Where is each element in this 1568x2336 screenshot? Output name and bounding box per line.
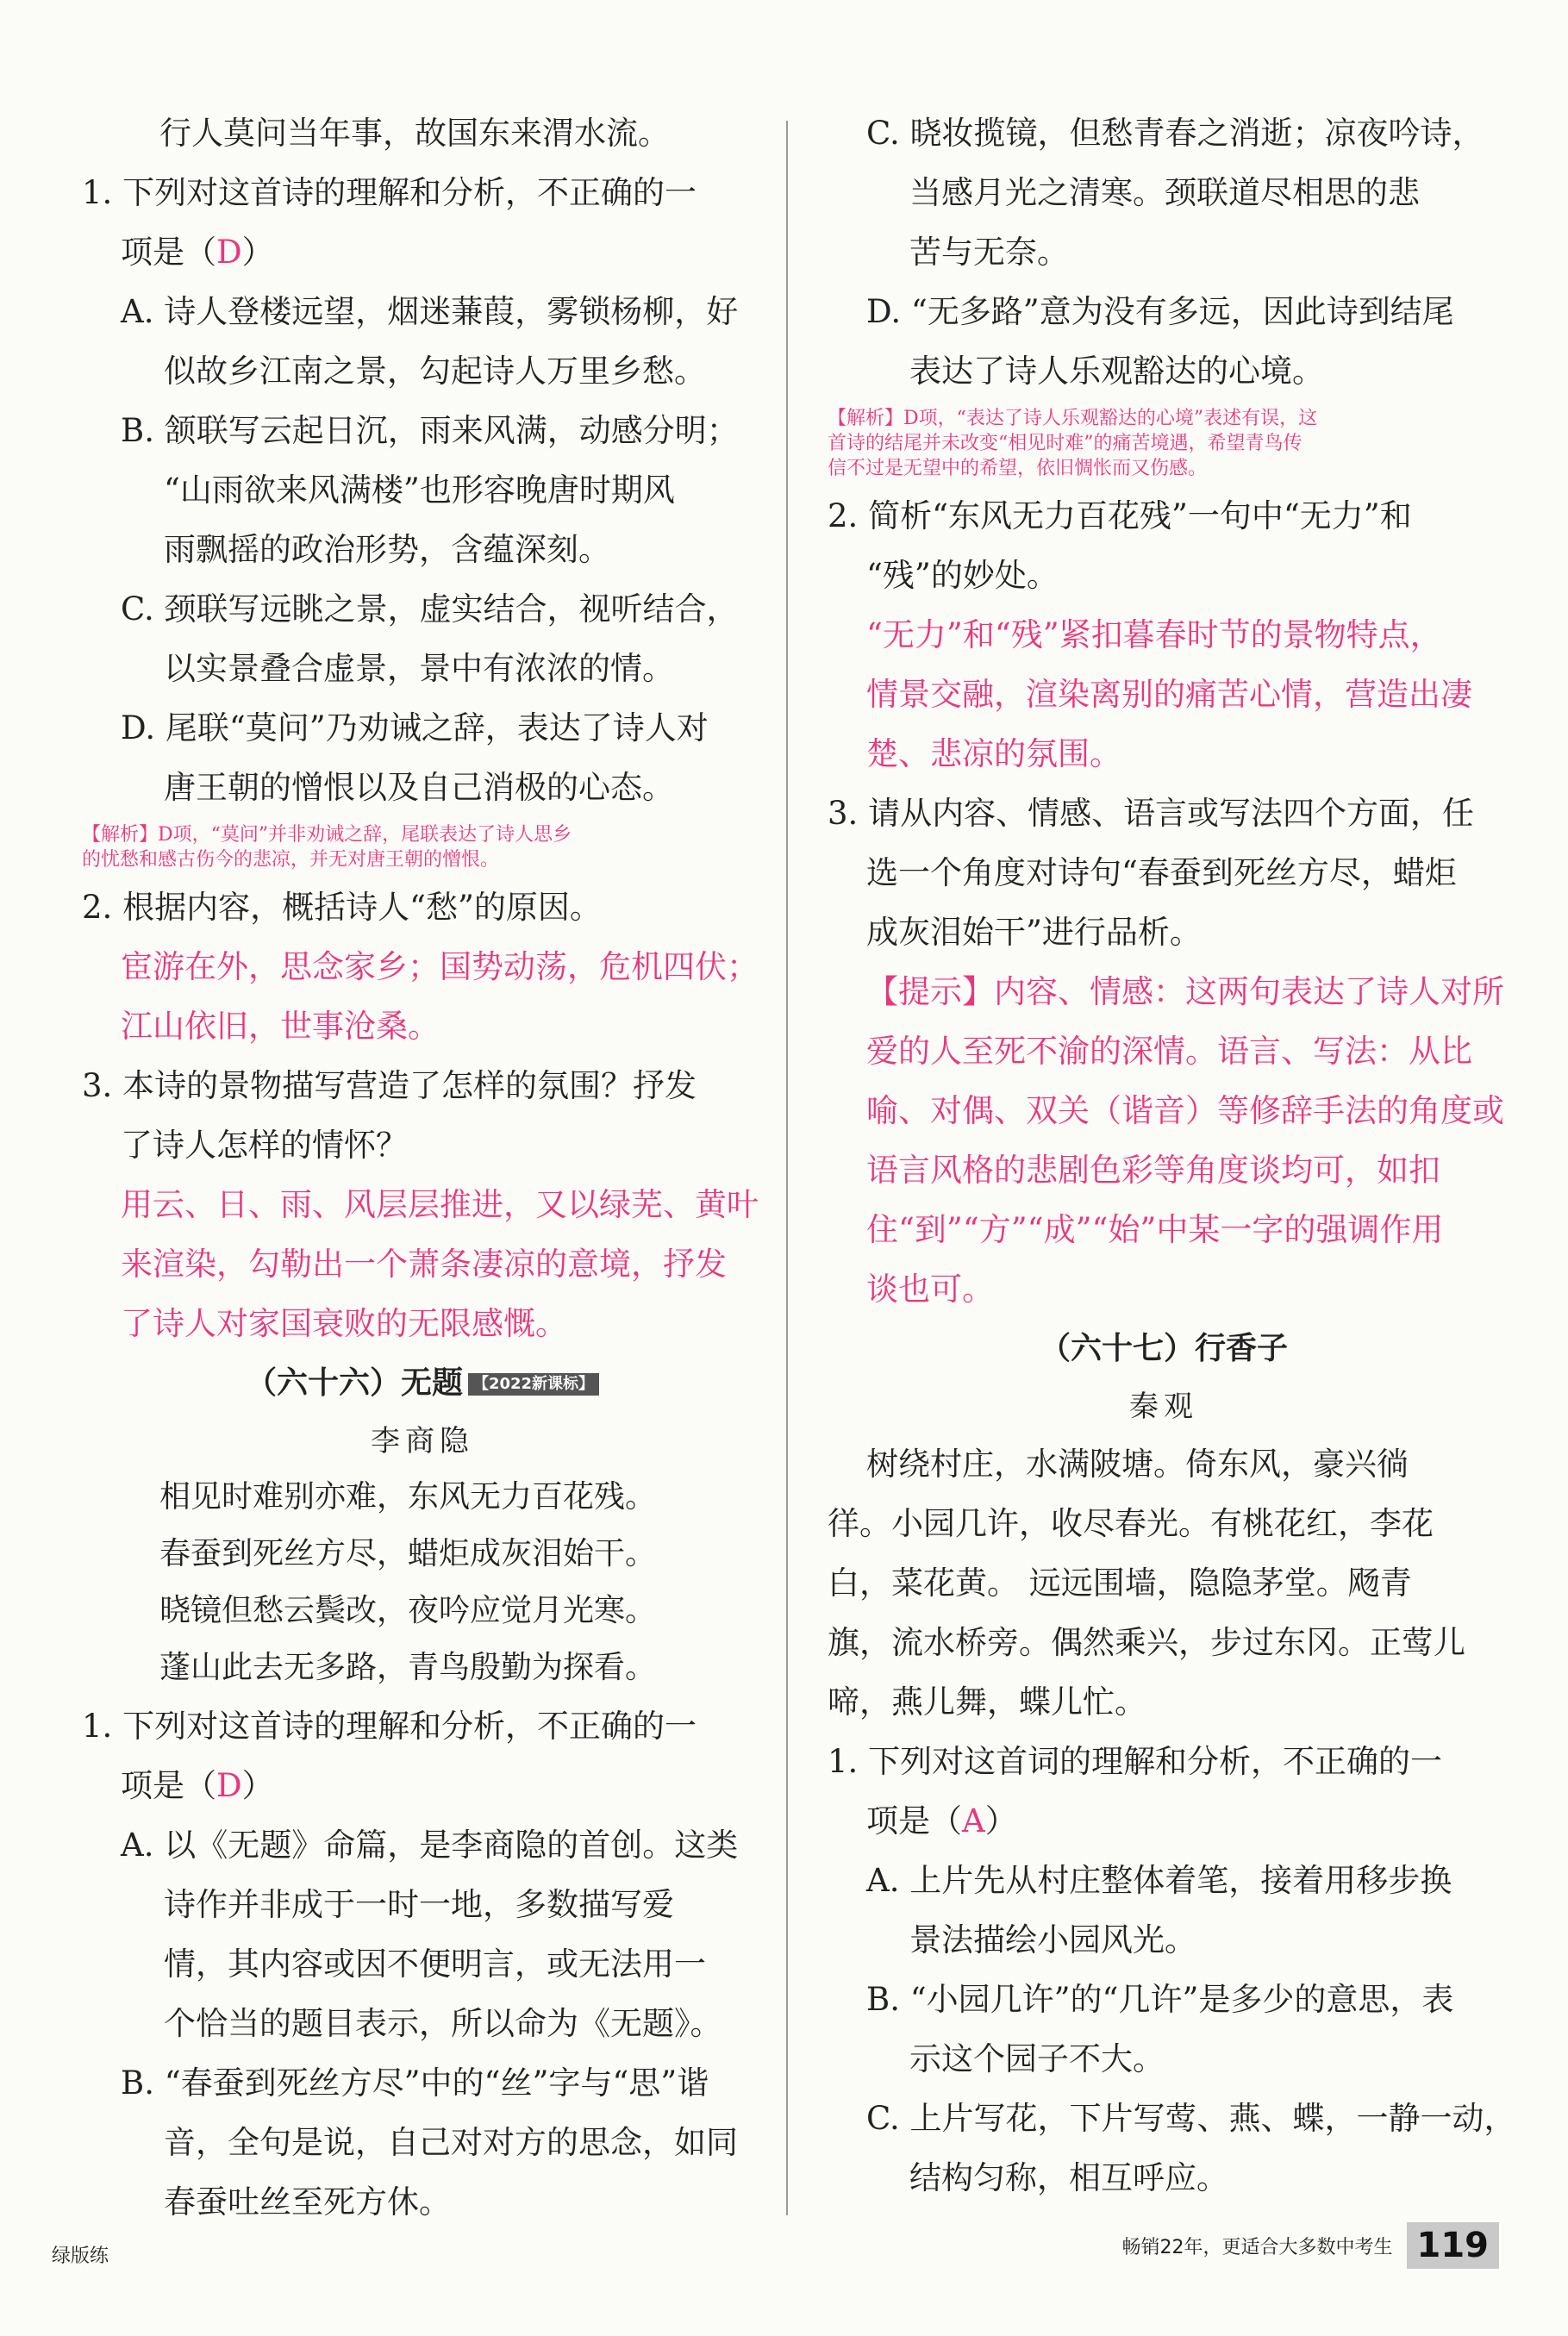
footer: [1122, 2222, 1500, 2269]
answer-text: 喻、对偶、双关（谐音）等修辞手法的角度或: [866, 1092, 1504, 1129]
left-column: [82, 103, 763, 2232]
question-stem: 1. 下列对这首词的理解和分析，不正确的一: [828, 1743, 1443, 1780]
question-stem: 1. 下列对这首诗的理解和分析，不正确的一: [82, 174, 697, 211]
question-stem: 2. 根据内容，概括诗人“愁”的原因。: [82, 889, 602, 926]
option-b-cont: “山雨欲来风满楼”也形容晚唐时期风: [164, 472, 675, 509]
question-stem-cont: 成灰泪始干”进行品析。: [866, 914, 1202, 951]
option-a: A. 以《无题》命篇，是李商隐的首创。这类: [121, 1827, 739, 1864]
option-a-cont: 诗作并非成于一时一地，多数描写爱: [164, 1886, 674, 1923]
option-d-cont: 表达了诗人乐观豁达的心境。: [909, 353, 1324, 390]
answer-text: 楚、悲凉的氛围。: [866, 735, 1121, 772]
option-a: A. 上片先从村庄整体着笔，接着用移步换: [866, 1862, 1452, 1899]
answer-text: 情景交融，渲染离别的痛苦心情，营造出凄: [866, 676, 1472, 713]
poem-line: 旗，流水桥旁。偶然乘兴，步过东冈。正莺儿: [828, 1624, 1465, 1661]
option-a-cont: 个恰当的题目表示，所以命为《无题》。: [164, 2005, 722, 2042]
poem-line: 蓬山此去无多路，青鸟殷勤为探看。: [159, 1650, 657, 1685]
answer-choice: A: [962, 1802, 985, 1839]
option-d: D. “无多路”意为没有多远，因此诗到结尾: [866, 293, 1454, 330]
option-b-cont: 示这个园子不大。: [909, 2040, 1165, 2077]
poem-author: 秦观: [1129, 1390, 1198, 1424]
question-stem: 2. 简析“东风无力百花残”一句中“无力”和: [828, 497, 1412, 534]
option-a-cont: 似故乡江南之景，勾起诗人万里乡愁。: [164, 353, 706, 390]
poem-line: 白，菜花黄。 远远围墙，隐隐茅堂。飏青: [828, 1565, 1412, 1602]
option-b-cont: 音，全句是说，自己对对方的思念，如同: [164, 2124, 738, 2161]
option-c: C. 上片写花，下片写莺、燕、蝶，一静一动，: [866, 2100, 1516, 2137]
question-stem: 1. 下列对这首诗的理解和分析，不正确的一: [82, 1708, 697, 1745]
poem-title: （六十七）行香子: [1039, 1331, 1288, 1366]
answer-choice: D: [216, 1767, 242, 1804]
option-c-cont: 苦与无奈。: [909, 234, 1069, 271]
option-a: A. 诗人登楼远望，烟迷蒹葭，雾锁杨柳，好: [121, 293, 739, 330]
answer-text: 爱的人至死不渝的深情。语言、写法：从比: [866, 1033, 1472, 1070]
poem-line: 啼，燕儿舞，蝶儿忙。: [828, 1683, 1146, 1721]
option-c: C. 晓妆揽镜，但愁青春之消逝；凉夜吟诗，: [866, 115, 1484, 152]
answer-text: 宦游在外，思念家乡；国势动荡，危机四伏；: [121, 948, 759, 985]
footer-slogan: 畅销22年，更适合大多数中考生: [1121, 2236, 1393, 2258]
poem-line: 春蚕到死丝方尽，蜡炬成灰泪始干。: [159, 1536, 657, 1571]
option-b: B. “春蚕到死丝方尽”中的“丝”字与“思”谐: [121, 2064, 709, 2102]
question-stem-cont: 了诗人怎样的情怀？: [121, 1127, 408, 1164]
right-column: [828, 103, 1516, 2208]
poem-last-line: 行人莫问当年事，故国东来渭水流。: [159, 115, 670, 152]
question-stem: 3. 请从内容、情感、语言或写法四个方面，任: [828, 795, 1475, 832]
page-number: 119: [1407, 2222, 1500, 2269]
answer-text: 用云、日、雨、风层层推进，又以绿芜、黄叶: [121, 1186, 759, 1223]
footer-brand: 绿版练: [52, 2245, 109, 2267]
analysis-note: 【解析】D项，“莫问”并非劝诫之辞，尾联表达了诗人思乡 的忧愁和感古伤今的悲凉，并无对唐王朝的憎恨。: [82, 824, 572, 871]
option-d-cont: 唐王朝的憎恨以及自己消极的心态。: [164, 769, 674, 806]
question-stem-cont: 项是（D）: [121, 1767, 274, 1804]
question-stem-cont: “残”的妙处。: [866, 557, 1059, 594]
question-stem-cont: 项是（D）: [121, 234, 274, 271]
answer-text: “无力”和“残”紧扣暮春时节的景物特点，: [866, 616, 1442, 653]
option-b-cont: 雨飘摇的政治形势，含蕴深刻。: [164, 531, 610, 568]
answer-text: 谈也可。: [866, 1271, 994, 1308]
option-c-cont: 当感月光之清寒。颈联道尽相思的悲: [909, 174, 1420, 211]
poem-line: 徉。小园几许，收尽春光。有桃花红，李花: [828, 1505, 1434, 1542]
option-d: D. 尾联“莫问”乃劝诫之辞，表达了诗人对: [121, 709, 709, 746]
poem-line: 相见时难别亦难，东风无力百花残。: [159, 1479, 657, 1515]
poem-author: 李商隐: [371, 1424, 474, 1458]
answer-text: 江山依旧，世事沧桑。: [121, 1008, 440, 1045]
column-divider: [786, 121, 788, 2215]
answer-text: 住“到”“方”“成”“始”中某一字的强调作用: [866, 1211, 1444, 1248]
option-c: C. 颈联写远眺之景，虚实结合，视听结合，: [121, 590, 739, 628]
option-b-cont: 春蚕吐丝至死方休。: [164, 2183, 451, 2220]
option-a-cont: 景法描绘小园风光。: [909, 1921, 1196, 1958]
option-b: B. “小园几许”的“几许”是多少的意思，表: [866, 1981, 1454, 2018]
answer-text: 语言风格的悲剧色彩等角度谈均可，如扣: [866, 1152, 1440, 1189]
question-stem-cont: 项是（A）: [866, 1802, 1017, 1839]
option-b: B. 颔联写云起日沉，雨来风满，动感分明；: [121, 412, 739, 449]
poem-line: 树绕村庄，水满陂塘。倚东风，豪兴徜: [866, 1446, 1409, 1483]
question-stem-cont: 选一个角度对诗句“春蚕到死丝方尽，蜡炬: [866, 854, 1457, 891]
answer-choice: D: [216, 234, 242, 271]
answer-text: 来渲染，勾勒出一个萧条凄凉的意境，抒发: [121, 1246, 727, 1283]
poem-title: （六十六）无题 【2022新课标】: [82, 1353, 763, 1414]
question-stem: 3. 本诗的景物描写营造了怎样的氛围？抒发: [82, 1067, 697, 1104]
exam-tag: 【2022新课标】: [468, 1373, 599, 1396]
option-a-cont: 情，其内容或因不便明言，或无法用一: [164, 1946, 706, 1983]
answer-text: 了诗人对家国衰败的无限感慨。: [121, 1305, 567, 1342]
analysis-note: 【解析】D项，“表达了诗人乐观豁达的心境”表述有误，这 首诗的结尾并未改变“相见时难”的痛苦境遇，希望青鸟传 信不过是无望中的希望，依旧惆怅而又伤感。: [828, 408, 1318, 479]
poem-line: 晓镜但愁云鬓改，夜吟应觉月光寒。: [159, 1593, 657, 1628]
answer-text: 【提示】内容、情感：这两句表达了诗人对所: [866, 973, 1504, 1010]
option-c-cont: 结构匀称，相互呼应。: [909, 2159, 1228, 2196]
option-c-cont: 以实景叠合虚景，景中有浓浓的情。: [164, 650, 674, 687]
